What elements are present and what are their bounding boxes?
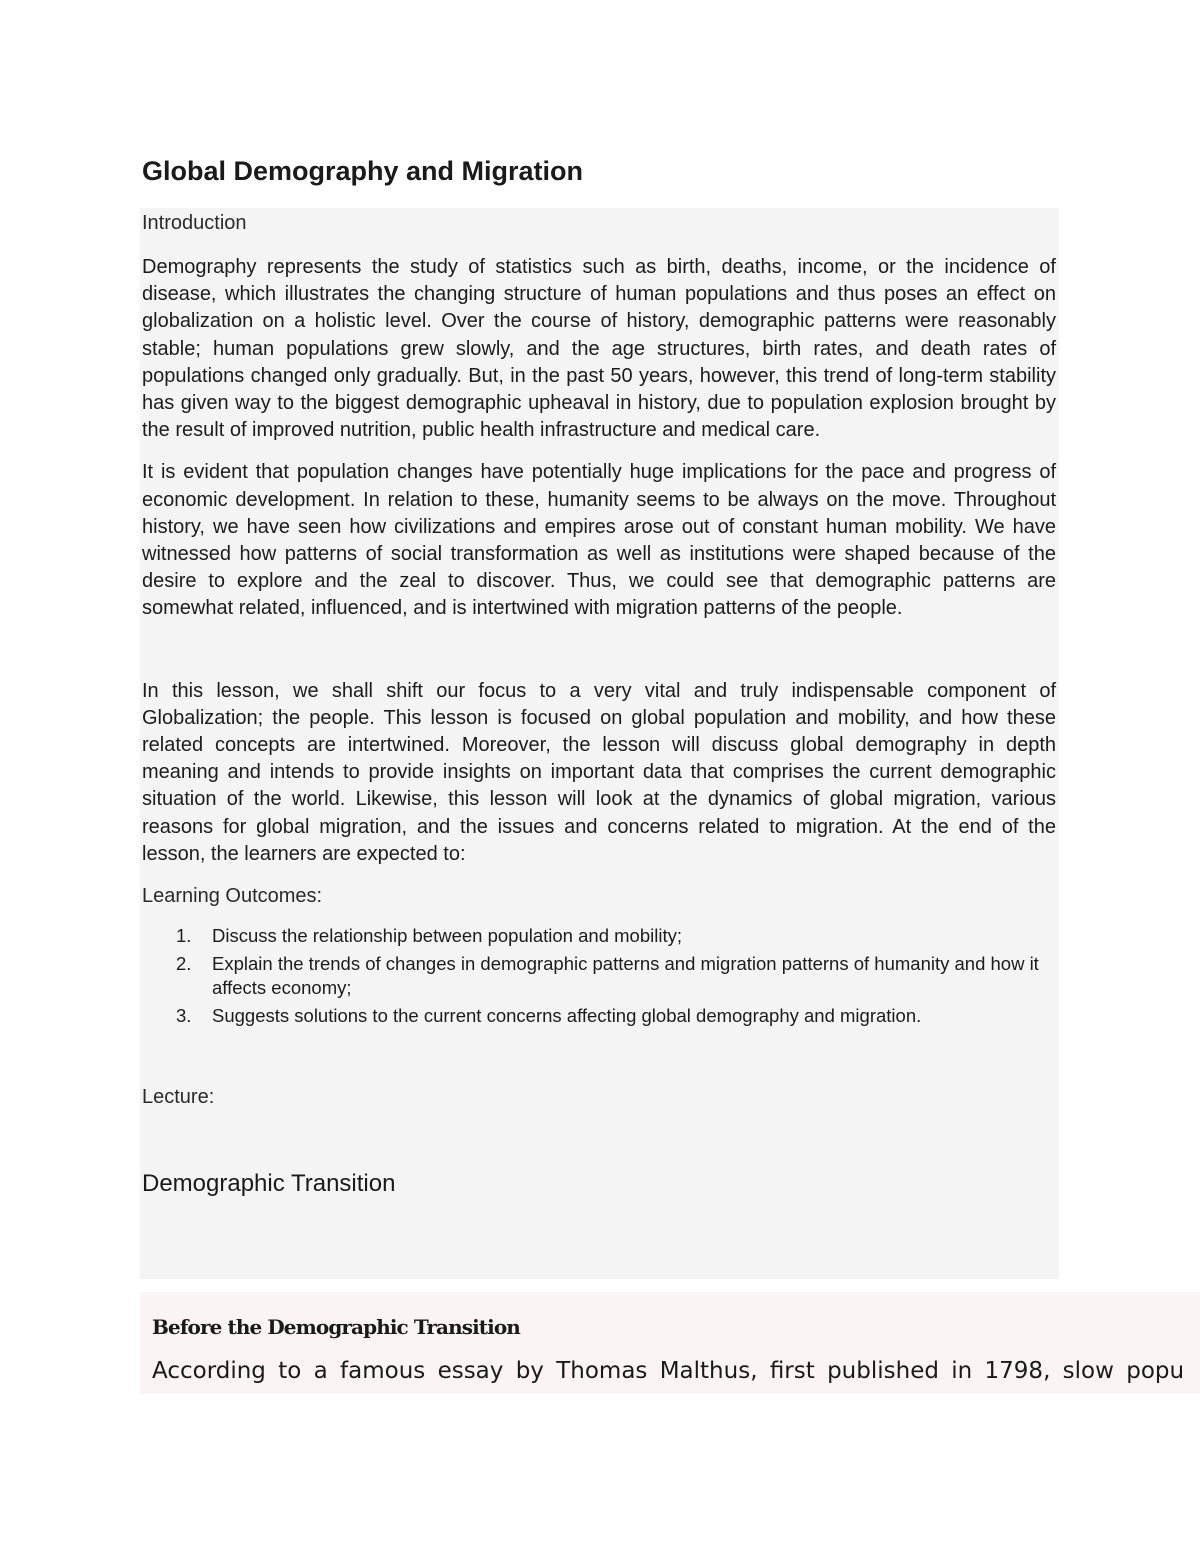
learning-outcome-item: Suggests solutions to the current concerns affecting global demography and migration. xyxy=(212,1005,922,1027)
subsection-text: According to a famous essay by Thomas Malthus, first published in 1798, slow popu xyxy=(152,1358,1185,1384)
learning-outcome-item: Explain the trends of changes in demographic patterns and migration patterns of humanity and how it affects economy; xyxy=(212,953,1039,999)
callout-box xyxy=(140,1292,1200,1394)
subsection-heading: Before the Demographic Transition xyxy=(152,1315,520,1339)
lecture-label: Lecture: xyxy=(142,1086,215,1109)
section-heading-demographic-transition: Demographic Transition xyxy=(142,1170,396,1198)
learning-outcome-item: Discuss the relationship between population and mobility; xyxy=(212,925,682,947)
intro-paragraph-3: In this lesson, we shall shift our focus to a very vital and truly indispensable component of Globalization; the people. This lesson is focused on global population and mobility, and how these related concepts are intertwined. Moreover, the lesson will discuss global demography in depth meaning and intends to provide insights on important data that comprises the current demographic situation of the world. Likewise, this lesson will look at the dynamics of global migration, various reasons for global migration, and the issues and concerns related to migration. At the end of the lesson, the learners are expected to: xyxy=(142,679,1056,865)
intro-paragraph-1: Demography represents the study of statistics such as birth, deaths, income, or the incidence of disease, which illustrates the changing structure of human populations and thus poses an effect on globalization on a holistic level. Over the course of history, demographic patterns were reasonably stable; human populations grew slowly, and the age structures, birth rates, and death rates of populations changed only gradually. But, in the past 50 years, however, this trend of long-term stability has given way to the biggest demographic upheaval in history, due to population explosion brought by the result of improved nutrition, public health infrastructure and medical care. xyxy=(142,256,1056,442)
intro-paragraph-2: It is evident that population changes have potentially huge implications for the pace and progress of economic development. In relation to these, humanity seems to be always on the move. Throughout history, we have seen how civilizations and empires arose out of constant human mobility. We have witnessed how patterns of social transformation as well as institutions were shaped because of the desire to explore and the zeal to discover. Thus, we could see that demographic patterns are somewhat related, influenced, and is intertwined with migration patterns of the people. xyxy=(142,461,1056,620)
main-content xyxy=(142,208,1056,1199)
learning-outcomes-list xyxy=(142,924,1056,1028)
learning-outcomes-label: Learning Outcomes: xyxy=(142,885,323,908)
document-title: Global Demography and Migration xyxy=(142,156,584,186)
introduction-label: Introduction xyxy=(142,212,247,234)
